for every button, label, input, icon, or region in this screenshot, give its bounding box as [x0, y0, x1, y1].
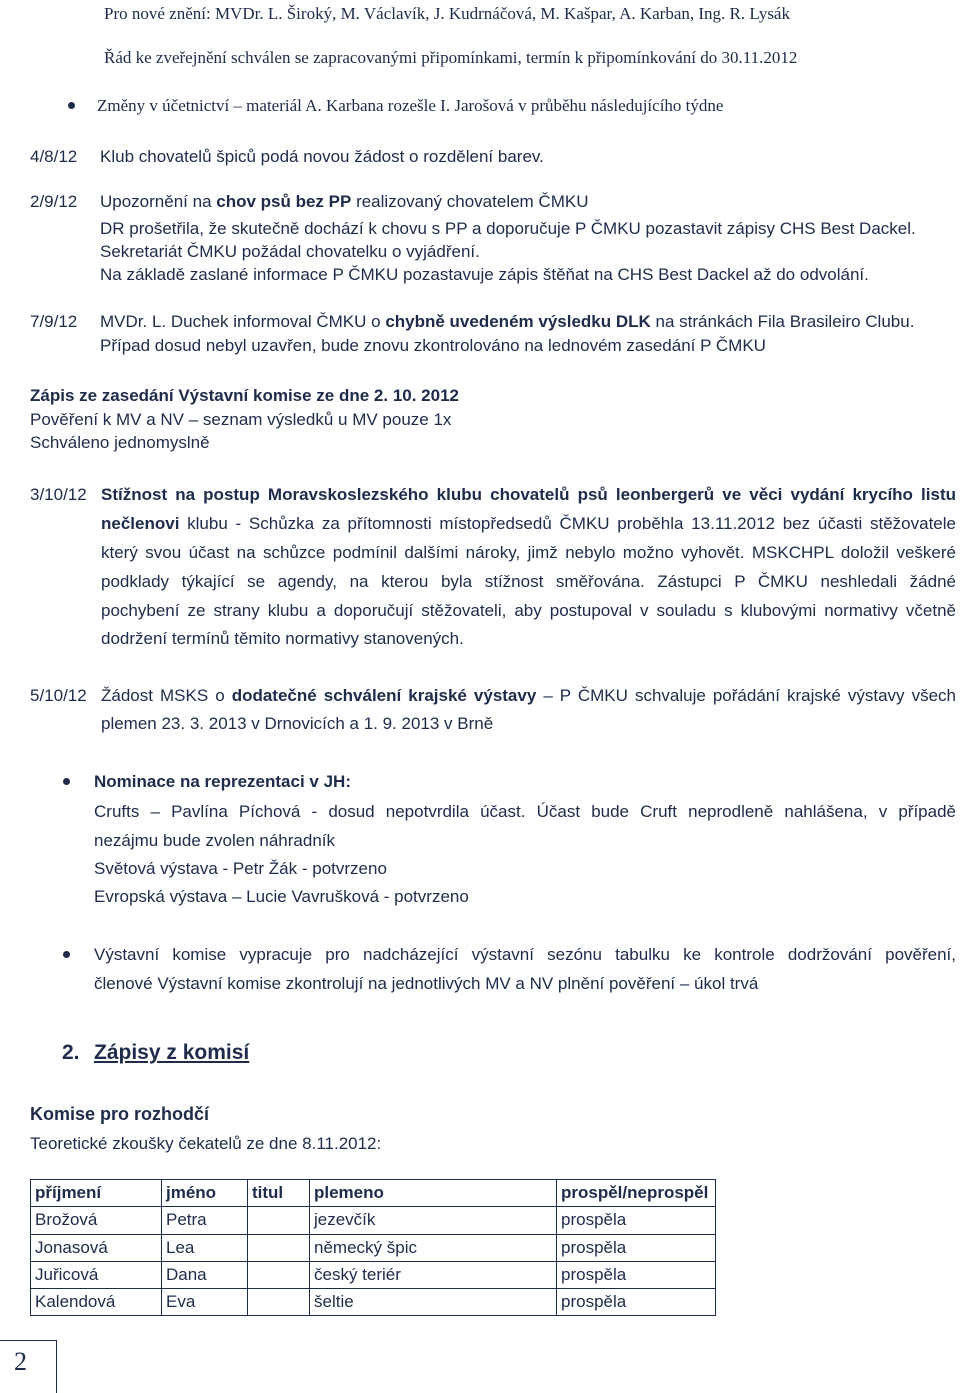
text-run-bold: dodatečné schválení krajské výstavy: [231, 686, 537, 705]
table-cell: Petra: [162, 1207, 248, 1234]
text-run: realizovaný chovatelem ČMKU: [351, 192, 589, 211]
item-number-2-9: 2/9/12: [30, 192, 78, 211]
table-row: [31, 1207, 716, 1234]
table-cell: prospěla: [557, 1289, 716, 1316]
vystavni-line-2: Schváleno jednomyslně: [30, 433, 210, 452]
text-run: Žádost MSKS o: [101, 686, 232, 705]
table-cell: Dana: [162, 1261, 248, 1288]
text-run-bold: nečlenovi: [101, 514, 180, 533]
text-run: – P ČMKU schvaluje pořádání krajské výstavy všech: [536, 686, 956, 705]
item-2-9-line-2: DR prošetřila, že skutečně dochází k chovu s PP a doporučuje P ČMKU pozastavit zápisy CHS Best Dackel.: [100, 219, 916, 238]
nominace-title: Nominace na reprezentaci v JH:: [94, 772, 351, 791]
section-title: Zápisy z komisí: [94, 1041, 250, 1064]
item-number-5-10: 5/10/12: [30, 686, 87, 705]
header-line-1: Pro nové znění: MVDr. L. Široký, M. Václavík, J. Kudrnáčová, M. Kašpar, A. Karban, Ing. R. Lysák: [104, 4, 790, 23]
item-2-9-line-1: [100, 191, 589, 213]
table-cell: Jonasová: [31, 1234, 162, 1261]
item-number-3-10: 3/10/12: [30, 485, 87, 504]
nominace-line-1: Crufts – Pavlína Píchová - dosud nepotvrdila účast. Účast bude Cruft neprodleně nahlášena, v případě: [94, 802, 956, 821]
table-cell: [248, 1261, 310, 1288]
table-cell: prospěla: [557, 1261, 716, 1288]
results-table: [30, 1179, 716, 1316]
table-cell: prospěla: [557, 1207, 716, 1234]
item-3-10-line-6: dodržení termínů těmito normativy stanovených.: [101, 629, 464, 648]
nominace-line-3: Světová výstava - Petr Žák - potvrzeno: [94, 859, 387, 878]
item-7-9-line-2: Případ dosud nebyl uzavřen, bude znovu zkontrolováno na lednovém zasedání P ČMKU: [100, 336, 766, 355]
table-cell: německý špic: [310, 1234, 557, 1261]
nominace-line-2: nezájmu bude zvolen náhradník: [94, 831, 335, 850]
table-cell: [248, 1234, 310, 1261]
column-header: plemeno: [310, 1180, 557, 1207]
text-run: Upozornění na: [100, 192, 217, 211]
column-header: titul: [248, 1180, 310, 1207]
table-cell: prospěla: [557, 1234, 716, 1261]
table-row: [31, 1289, 716, 1316]
table-cell: šeltie: [310, 1289, 557, 1316]
vystavni-line-1: Pověření k MV a NV – seznam výsledků u MV pouze 1x: [30, 410, 452, 429]
text-run-bold: chybně uvedeném výsledku DLK: [385, 312, 651, 331]
item-3-10-line-3: který svou účast na schůzce podmínil dalšími nároky, jimž nebylo možno vyhovět. MSKCHPL doložil veškeré: [101, 543, 956, 562]
bullet-vk-line-2: členové Výstavní komise zkontrolují na jednotlivých MV a NV plnění pověření – úkol trvá: [94, 974, 759, 993]
table-cell: jezevčík: [310, 1207, 557, 1234]
column-header: prospěl/neprospěl: [557, 1180, 716, 1207]
bullet-icon: [68, 102, 75, 109]
page-number-box: [0, 1340, 57, 1393]
page-number: 2: [14, 1347, 27, 1376]
item-5-10-line-2: plemen 23. 3. 2013 v Drnovicích a 1. 9. 2013 v Brně: [101, 714, 494, 733]
bullet-icon: [63, 778, 70, 785]
item-7-9-line-1: [100, 311, 914, 333]
table-cell: Lea: [162, 1234, 248, 1261]
table-header-row: [31, 1180, 716, 1207]
bullet-vk-line-1: Výstavní komise vypracuje pro nadcházející výstavní sezónu tabulku ke kontrole dodržování pověření,: [94, 945, 956, 964]
table-cell: český teriér: [310, 1261, 557, 1288]
item-2-9-line-4: Na základě zaslané informace P ČMKU pozastavuje zápis štěňat na CHS Best Dackel až do odvolání.: [100, 265, 869, 284]
header-line-2: Řád ke zveřejnění schválen se zapracovanými připomínkami, termín k připomínkování do 30.11.2012: [104, 48, 798, 67]
column-header: jméno: [162, 1180, 248, 1207]
komise-title: Komise pro rozhodčí: [30, 1104, 210, 1124]
bullet-text-ucetnictvi: Změny v účetnictví – materiál A. Karbana rozešle I. Jarošová v průběhu následujícího týdne: [97, 96, 724, 115]
item-5-10-line-1: [101, 685, 956, 707]
table-row: [31, 1234, 716, 1261]
vystavni-title: Zápis ze zasedání Výstavní komise ze dne 2. 10. 2012: [30, 386, 459, 405]
komise-subtitle: Teoretické zkoušky čekatelů ze dne 8.11.2012:: [30, 1134, 382, 1153]
column-header: příjmení: [31, 1180, 162, 1207]
section-number: 2.: [62, 1041, 80, 1064]
table-cell: [248, 1289, 310, 1316]
nominace-line-4: Evropská výstava – Lucie Vavrušková - potvrzeno: [94, 887, 469, 906]
text-run: na stránkách Fila Brasileiro Clubu.: [650, 312, 915, 331]
text-run-bold: chov psů bez PP: [216, 192, 352, 211]
text-run: klubu - Schůzka za přítomnosti místopředsedů ČMKU proběhla 13.11.2012 bez účasti stěžovatele: [179, 514, 956, 533]
item-number-7-9: 7/9/12: [30, 312, 78, 331]
table-row: [31, 1261, 716, 1288]
table-cell: Eva: [162, 1289, 248, 1316]
table-cell: Juřicová: [31, 1261, 162, 1288]
item-text-4-8: Klub chovatelů špiců podá novou žádost o rozdělení barev.: [100, 147, 544, 166]
item-3-10-line-5: pochybení ze strany klubu a doporučují stěžovateli, aby postupoval v souladu s klubovými normativy včetně: [101, 601, 956, 620]
bullet-icon: [63, 951, 70, 958]
table-cell: Kalendová: [31, 1289, 162, 1316]
table-cell: [248, 1207, 310, 1234]
item-3-10-line-4: podklady týkající se agendy, na kterou byla stížnost směřována. Zástupci P ČMKU neshledali žádné: [101, 572, 956, 591]
item-3-10-line-1: Stížnost na postup Moravskoslezského klubu chovatelů psů leonbergerů ve věci vydání krycího listu: [101, 485, 956, 504]
text-run: MVDr. L. Duchek informoval ČMKU o: [100, 312, 386, 331]
table-cell: Brožová: [31, 1207, 162, 1234]
item-number-4-8: 4/8/12: [30, 147, 78, 166]
item-2-9-line-3: Sekretariát ČMKU požádal chovatelku o vyjádření.: [100, 242, 480, 261]
item-3-10-line-2: [101, 513, 956, 535]
